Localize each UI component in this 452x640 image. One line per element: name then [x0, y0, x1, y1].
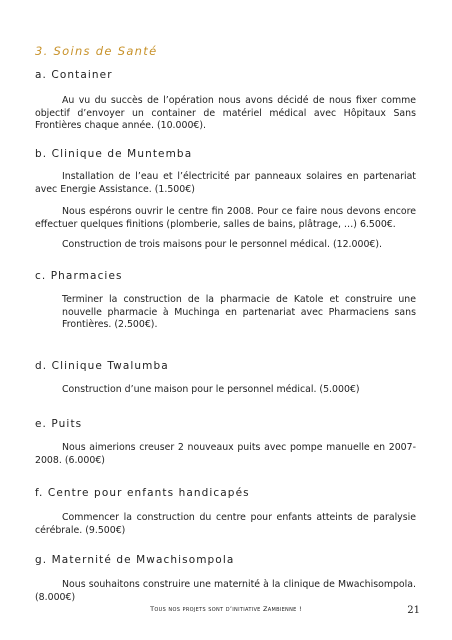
paragraph-muntemba-2: Nous espérons ouvrir le centre fin 2008. Pour ce faire nous devons encore effectuer quelques finitions (plomberie, salles de bains, plâtrage, …) 6.500€.	[35, 206, 416, 230]
heading-container: a. Container	[35, 69, 113, 81]
paragraph-pharmacies: Terminer la construction de la pharmacie de Katole et construire une nouvelle pharmacie à Muchinga en partenariat avec Pharmaciens sans Frontières. (2.500€).	[62, 294, 416, 331]
paragraph-puits: Nous aimerions creuser 2 nouveaux puits avec pompe manuelle en 2007-2008. (6.000€)	[35, 442, 416, 466]
paragraph-centre-handicapes: Commencer la construction du centre pour enfants atteints de paralysie cérébrale. (9.500€)	[35, 512, 416, 536]
heading-clinique-twalumba: d. Clinique Twalumba	[35, 360, 169, 372]
heading-pharmacies: c. Pharmacies	[35, 270, 123, 282]
paragraph-maternite: Nous souhaitons construire une maternité à la clinique de Mwachisompola. (8.000€)	[35, 579, 416, 603]
page-number: 21	[407, 605, 420, 616]
paragraph-container: Au vu du succès de l’opération nous avons décidé de nous fixer comme objectif d’envoyer un container de matériel médical avec Hôpitaux Sans Frontières chaque année. (10.000€).	[35, 95, 416, 132]
paragraph-twalumba: Construction d’une maison pour le personnel médical. (5.000€)	[62, 384, 360, 395]
page-footer: Tous nos projets sont d’initiative Zambienne !	[150, 605, 302, 613]
paragraph-muntemba-3: Construction de trois maisons pour le personnel médical. (12.000€).	[62, 239, 383, 250]
heading-maternite: g. Maternité de Mwachisompola	[35, 554, 235, 566]
section-title: 3. Soins de Santé	[35, 44, 158, 58]
paragraph-muntemba-1: Installation de l’eau et l’électricité par panneaux solaires en partenariat avec Energie Assistance. (1.500€)	[35, 171, 416, 195]
heading-puits: e. Puits	[35, 418, 83, 430]
heading-centre-handicapes: f. Centre pour enfants handicapés	[35, 487, 250, 499]
heading-clinique-muntemba: b. Clinique de Muntemba	[35, 148, 193, 160]
